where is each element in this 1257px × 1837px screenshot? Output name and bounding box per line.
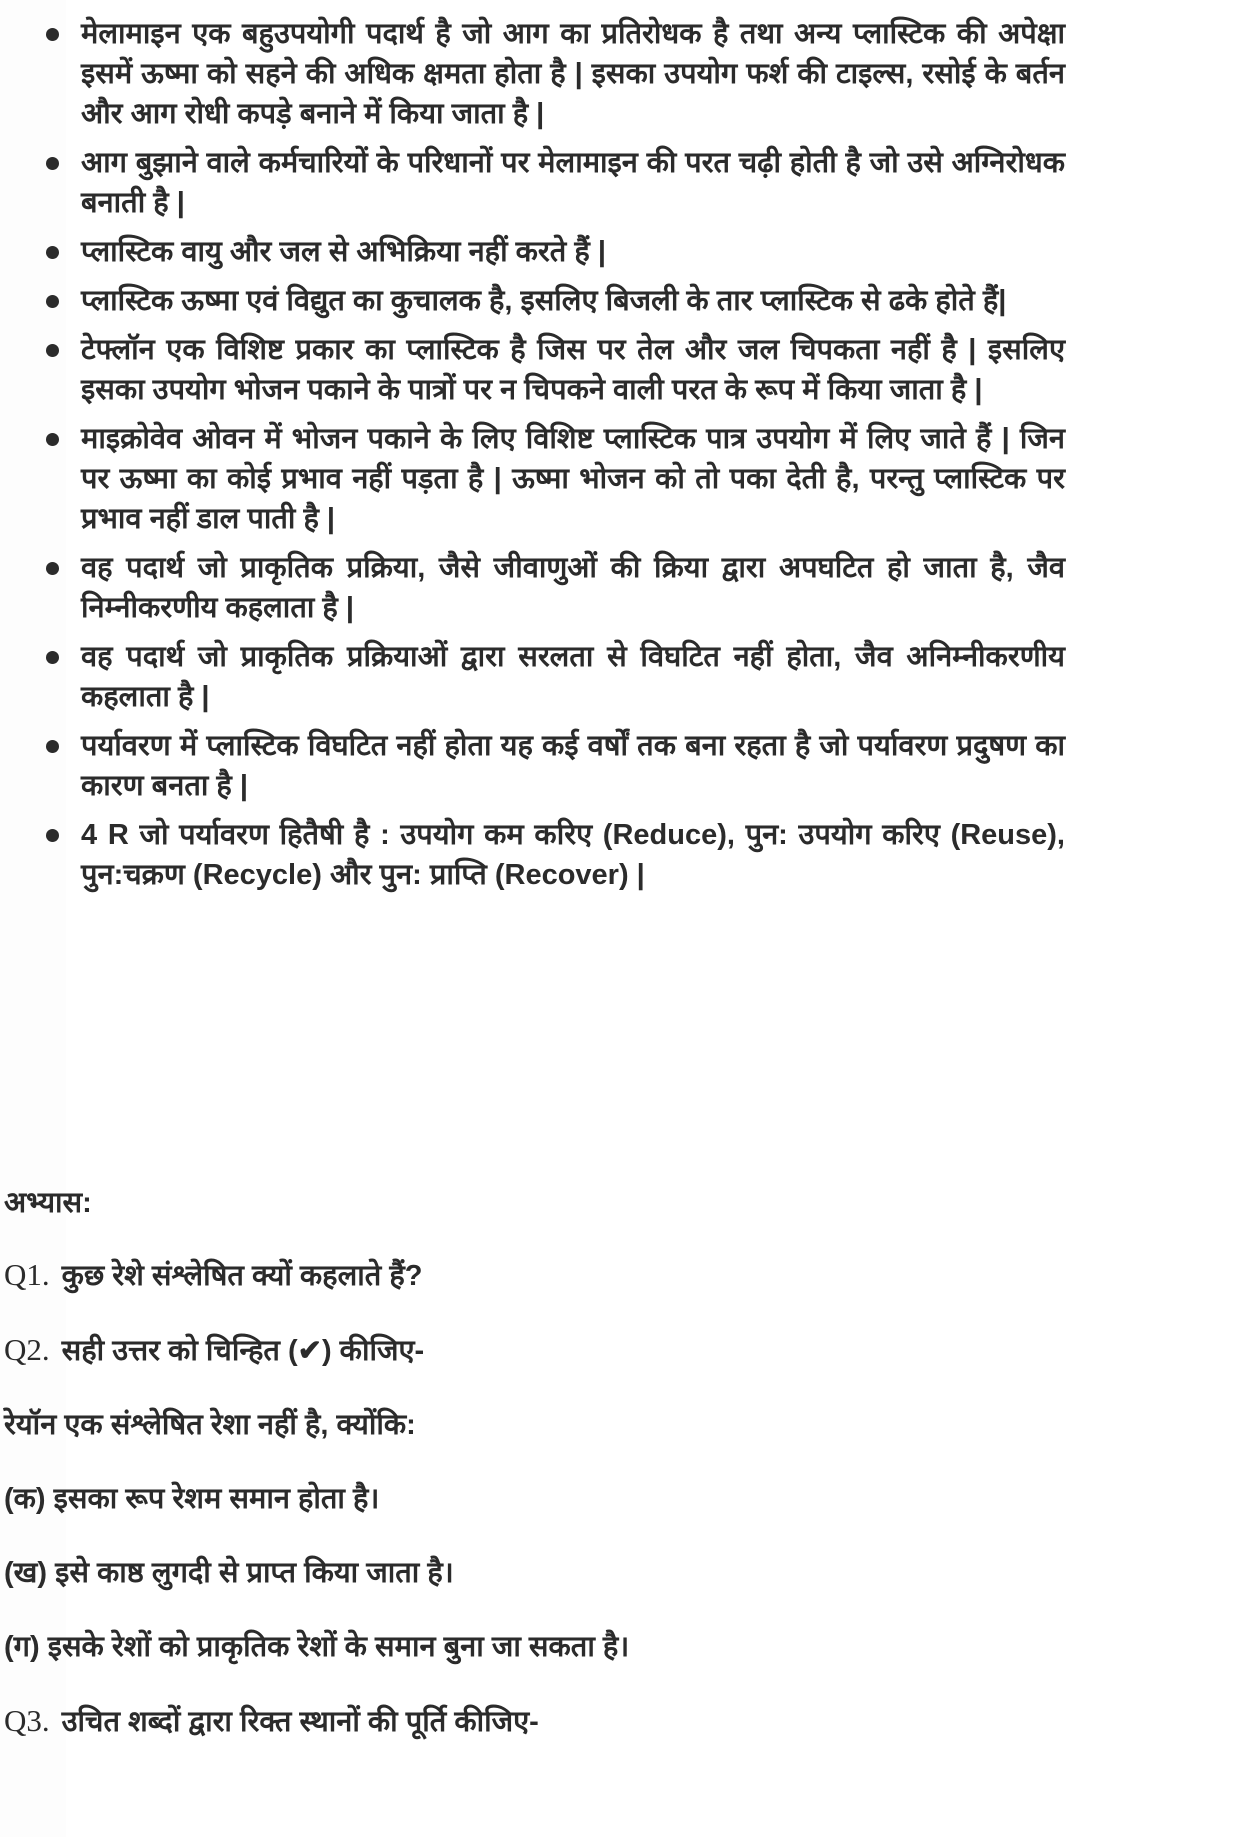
question-number: Q3. [4, 1703, 50, 1738]
bullet-icon [46, 433, 59, 446]
bullet-item [46, 419, 1065, 539]
bullet-item [46, 637, 1065, 717]
question-text: (ख) इसे काष्ठ लुगदी से प्राप्त किया जाता है। [4, 1557, 454, 1589]
question-number: Q1. [4, 1257, 50, 1292]
bullet-list [0, 0, 1257, 895]
exercise-line [4, 1479, 1057, 1519]
exercise-line [4, 1627, 1057, 1667]
bullet-item [46, 281, 1065, 321]
exercise-line [4, 1405, 1057, 1445]
bullet-item [46, 232, 1065, 272]
bullet-icon [46, 157, 59, 170]
question-text: उचित शब्दों द्वारा रिक्त स्थानों की पूर्ति कीजिए- [61, 1706, 539, 1738]
bullet-icon [46, 246, 59, 259]
bullet-text: प्लास्टिक वायु और जल से अभिक्रिया नहीं करते हैं | [81, 236, 606, 268]
bullet-text: प्लास्टिक ऊष्मा एवं विद्युत का कुचालक है, इसलिए बिजली के तार प्लास्टिक से ढके होते हैं| [81, 285, 1007, 317]
bullet-text: वह पदार्थ जो प्राकृतिक प्रक्रियाओं द्वारा सरलता से विघटित नहीं होता, जैव अनिम्नीकरणीय कहलाता है | [81, 641, 1065, 713]
bullet-icon [46, 28, 59, 41]
bullet-item [46, 143, 1065, 223]
bullet-icon [46, 740, 59, 753]
bullet-text: पर्यावरण में प्लास्टिक विघटित नहीं होता यह कई वर्षों तक बना रहता है जो पर्यावरण प्रदुषण का कारण बनता है | [81, 730, 1065, 802]
exercise-line [4, 1701, 1057, 1742]
bullet-text: आग बुझाने वाले कर्मचारियों के परिधानों पर मेलामाइन की परत चढ़ी होती है जो उसे अग्निरोधक बनाती है | [81, 147, 1065, 219]
question-text: सही उत्तर को चिन्हित (✔) कीजिए- [61, 1335, 425, 1367]
bullet-icon [46, 651, 59, 664]
bullet-icon [46, 344, 59, 357]
bullet-item [46, 548, 1065, 628]
bullet-item [46, 14, 1065, 134]
exercise-line [4, 1255, 1057, 1296]
bullet-item [46, 815, 1065, 895]
question-text: (क) इसका रूप रेशम समान होता है। [4, 1483, 380, 1515]
question-number: Q2. [4, 1332, 50, 1367]
bullet-text: 4 R जो पर्यावरण हितैषी है : उपयोग कम करिए (Reduce), पुन: उपयोग करिए (Reuse), पुन:चक्रण (Recycle) और पुन: प्राप्ति (Recover) | [81, 819, 1065, 891]
bullet-text: वह पदार्थ जो प्राकृतिक प्रक्रिया, जैसे जीवाणुओं की क्रिया द्वारा अपघटित हो जाता है, जैव निम्नीकरणीय कहलाता है | [81, 552, 1065, 624]
bullet-icon [46, 562, 59, 575]
bullet-text: माइक्रोवेव ओवन में भोजन पकाने के लिए विशिष्ट प्लास्टिक पात्र उपयोग में लिए जाते हैं | जिन पर ऊष्मा का कोई प्रभाव नहीं पड़ता है | ऊष्मा भोजन को तो पका देती है, परन्तु प्लास्टिक पर प्रभाव नहीं डाल पाती है | [81, 423, 1065, 535]
bullet-item [46, 726, 1065, 806]
exercise-line [4, 1553, 1057, 1593]
question-text: कुछ रेशे संश्लेषित क्यों कहलाते हैं? [61, 1260, 423, 1292]
bullet-item [46, 330, 1065, 410]
bullet-icon [46, 295, 59, 308]
question-text: रेयॉन एक संश्लेषित रेशा नहीं है, क्योंकि: [4, 1409, 416, 1441]
exercise-line [4, 1330, 1057, 1371]
bullet-text: मेलामाइन एक बहुउपयोगी पदार्थ है जो आग का प्रतिरोधक है तथा अन्य प्लास्टिक की अपेक्षा इसमें ऊष्मा को सहने की अधिक क्षमता होता है | इसका उपयोग फर्श की टाइल्स, रसोई के बर्तन और आग रोधी कपड़े बनाने में किया जाता है | [81, 18, 1065, 130]
exercise-heading: अभ्यास: [4, 1187, 92, 1219]
question-text: (ग) इसके रेशों को प्राकृतिक रेशों के समान बुना जा सकता है। [4, 1631, 630, 1663]
bullet-text: टेफ्लॉन एक विशिष्ट प्रकार का प्लास्टिक है जिस पर तेल और जल चिपकता नहीं है | इसलिए इसका उपयोग भोजन पकाने के पात्रों पर न चिपकने वाली परत के रूप में किया जाता है | [81, 334, 1065, 406]
bullet-icon [46, 829, 59, 842]
exercise-section [0, 1183, 1257, 1742]
